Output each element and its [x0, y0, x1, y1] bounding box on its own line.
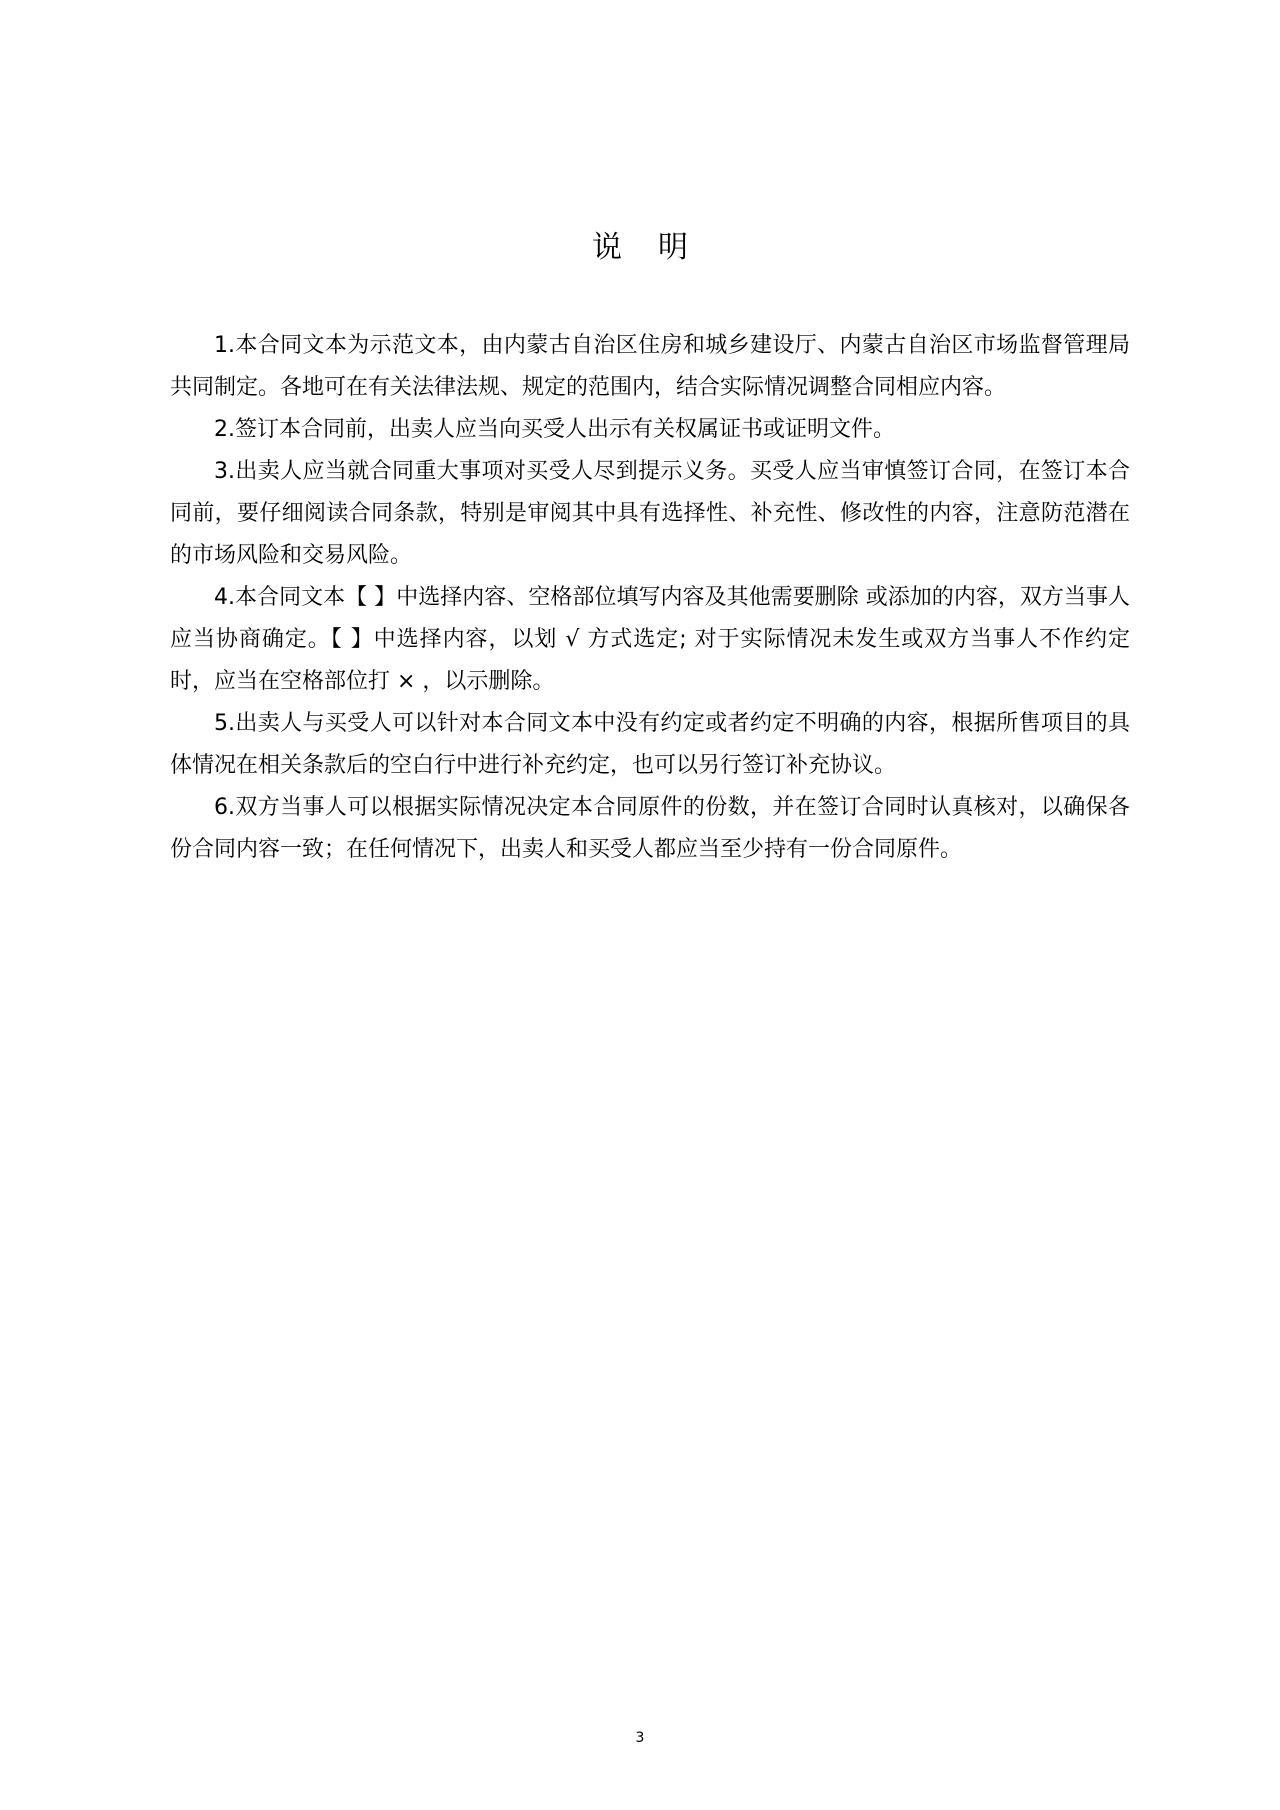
instruction-paragraph-6: 6.双方当事人可以根据实际情况决定本合同原件的份数，并在签订合同时认真核对，以确保各份合同内容一致；在任何情况下，出卖人和买受人都应当至少持有一份合同原件。: [170, 795, 1130, 862]
page-number: 3: [635, 1730, 645, 1746]
page-title: 说明: [592, 230, 724, 265]
instruction-paragraph-2: 2.签订本合同前，出卖人应当向买受人出示有关权属证书或证明文件。: [214, 417, 895, 442]
instruction-paragraph-3: 3.出卖人应当就合同重大事项对买受人尽到提示义务。买受人应当审慎签订合同，在签订本合同前，要仔细阅读合同条款，特别是审阅其中具有选择性、补充性、修改性的内容，注意防范潜在的市场风险和交易风险。: [170, 459, 1130, 568]
instruction-paragraph-1: 1.本合同文本为示范文本，由内蒙古自治区住房和城乡建设厅、内蒙古自治区市场监督管理局共同制定。各地可在有关法律法规、规定的范围内，结合实际情况调整合同相应内容。: [170, 333, 1130, 400]
instruction-paragraph-4: 4.本合同文本【 】中选择内容、空格部位填写内容及其他需要删除 或添加的内容，双方当事人应当协商确定。【 】中选择内容，以划 √ 方式选定; 对于实际情况未发生或双方当事人不作约定时，应当在空格部位打 × ，以示删除。: [170, 585, 1130, 694]
instruction-paragraph-5: 5.出卖人与买受人可以针对本合同文本中没有约定或者约定不明确的内容，根据所售项目的具体情况在相关条款后的空白行中进行补充约定，也可以另行签订补充协议。: [170, 711, 1130, 778]
instructions-body: [170, 325, 1130, 871]
